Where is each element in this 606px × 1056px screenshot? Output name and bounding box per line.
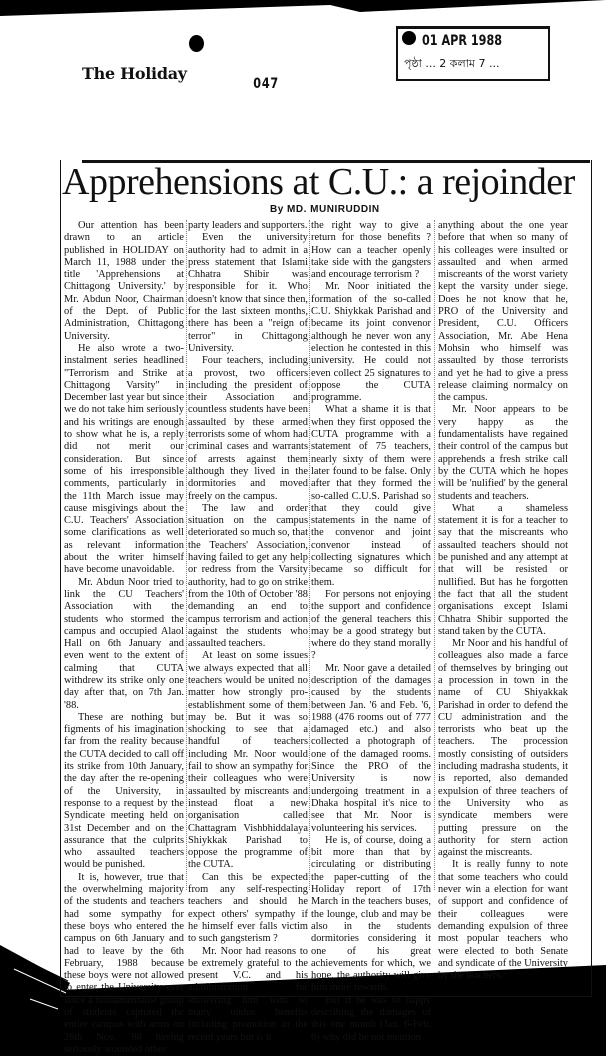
article-paragraph: Our attention has been drawn to an article published in HOLIDAY on March 11, 1988 under the title 'Apprehensions at Chittagong University.' by Mr. Abdun Noor, Chairman of the Dept. of Public Administration, Chittagong University. <box>64 220 184 342</box>
article-paragraph: It is, however, true that the overwhelming majority of the students and teachers had some sympathy for these boys who entered the campus on 6th January and had to leave by the 6th February, 1988 because these boys were not allowed to enter the University ever since a fundamentalist group of students captured the entire campus with arms on 26th Nov. '88 having seriously wounded other <box>64 871 184 1055</box>
article-paragraph: But if he was so happy describing the damages of this one month (Jan. 6-Feb. 6) why did he not mention <box>311 994 431 1043</box>
stamp-page-column: পৃষ্ঠা ... 2 কলাম 7 ... <box>404 57 500 70</box>
article-paragraph: the right way to give a return for those benefits ? How can a teacher openly take side with the gangsters and encourage terrorism ? <box>311 220 431 281</box>
article-paragraph: anything about the one year before that when so many of his colleages were insulted or assaulted and when armed miscreants of the worst variety kept the varsity under siege. Does he not know that he, PRO of the University and President, C.U. Officers Association, Mr. Abe Hena Mohsin who himself was assaulted by those terrorists and yet he had to give a press release claiming normalcy on the campus. <box>438 220 568 404</box>
article-paragraph: Can this be expected from any self-respecting teachers and should he expect others' sympathy if he himself ever falls victim to such gangsterism ? <box>188 871 308 945</box>
page-number: 047 <box>253 76 280 92</box>
publication-name: The Holiday <box>82 64 187 83</box>
article-paragraph: For persons not enjoying the support and confidence of the general teachers this may be a good strategy but where do they stand morally ? <box>311 588 431 662</box>
article-paragraph: He is, of course, doing a bit more than that by circulating or distributing the paper-cutting of the Holiday report of 17th March in the teachers buses, the lounge, club and may be also in the students dormitories considering it one of his great achievements for which, we hope, the authority will give him more rewards. <box>311 834 431 994</box>
article-paragraph: At least on some issues we always expected that all teachers would be united no matter how strongly pro-establishment some of them may be. But it was so shocking to see that a handful of teachers including Mr. Noor would fail to show an sympathy for their colleagues who were assaulted by miscreants and instead float a new organisation called Chattagram Vishbhiddalaya Shiykkak Parishad to oppose the programme of the CUTA. <box>188 650 308 871</box>
article-column-4 <box>438 220 568 982</box>
article-paragraph: Mr Noor and his handful of colleagues also made a farce of themselves by bringing out a procession in town in the name of CU Shiyakkak Parishad in order to defend the CU administration and the terrorists who beat up the teachers. The procession mostly consisting of outsiders including madrasha students, it is reported, also demanded expulsion of three teachers of the University who as syndicate members were putting pressure on the authority for stern action against the miscreants. <box>438 638 568 859</box>
article-paragraph: party leaders and supporters. <box>188 220 308 231</box>
article-paragraph: He also wrote a two-instalment series headlined "Terrorism and Strike at Chittagong Varsity" in December last year but since we do not take him seriously and his writings are enough to show what he is, a reply did not merit our consideration. But since some of his irresponsible comments, particularly in the 11th March issue may cause misgivings about the C.U. Teachers' Association some clarifications as well as relevant information about the writer himself have become unavoidable. <box>64 342 185 576</box>
article-paragraph: Mr. Noor had reasons to be extremely grateful to the present V.C. and his administration for showering him with so many undue benefits including promotion in the recent years but is it <box>188 945 308 1043</box>
article-paragraph: Four teachers, including a provost, two officers including the president of their Association and countless students have been assaulted by these armed terrorists some of whom had criminal cases and warrants of arrests against them although they lived in the dormitories and moved freely on the campus. <box>188 355 308 502</box>
article-paragraph: The law and order situation on the campus deteriorated so much so, that the Teachers' Association, having failed to get any help or redress from the Varsity authority, had to go on strike from the 10th of October '88 demanding an end to campus terrorism and action against the students who assaulted teachers. <box>188 502 308 650</box>
punch-hole <box>189 35 204 52</box>
article-paragraph: Mr. Noor gave a detailed description of the damages caused by the students between Jan. '6 and Feb. '6, 1988 (476 rooms out of 777 damaged etc.) and also collected a photograph of one of the damaged rooms. Since the PRO of the University is now undergoing treatment in a Dhaka hospital it's nice to see that Mr. Noor is volunteering his services. <box>311 662 431 834</box>
article-paragraph: Mr. Abdun Noor tried to link the CU Teachers' Association with the students who stormed the campus and occupied Alaol Hall on 6th January and even went to the extent of calming that CUTA withdrew its strike only one day after that, on 7th Jan. '88. <box>64 576 184 711</box>
article-byline: By MD. MUNIRUDDIN <box>270 204 380 215</box>
article-column-3 <box>311 220 431 1044</box>
date-stamp <box>396 26 550 81</box>
article-paragraph: Mr. Noor appears to be very happy as the fundamentalists have regained their control of the campus but apprehends a fresh strike call by the CUTA which he hopes will be 'nulified' by the general students and teachers. <box>438 404 568 502</box>
article-paragraph: Even the university authority had to admit in a press statement that Islami Chhatra Shibir was responsible for it. Who doesn't know that since then, for the last sixteen months, there has been a "reign of terror" in Chittagong University. <box>188 232 308 354</box>
article-paragraph: What a shameless statement it is for a teacher to say that the miscreants who assaulted teachers should not be punished and any attempt at that will be resisted or nullified. But has he forgotten the fact that all the student organisations except Islami Chhatra Shibir supported the stand taken by the CUTA. <box>438 502 568 637</box>
article-paragraph: It is really funny to note that some teachers who could never win a election for want of support and confidence of their colleagues were demanding expulsion of three most popular teachers who were elected to both Senate and syndicate of the University by the teachers. <box>438 859 568 982</box>
article-paragraph: What a shame it is that when they first opposed the CUTA programme with a statement of 75 teachers, nearly sixty of them were later found to be false. Only after that they formed the so-called C.U.S. Parishad so that they could give statements in the name of the convenor and joint convenor instead of collecting signatures which became so difficult for them. <box>311 404 431 588</box>
article-headline: Apprehensions at C.U.: a rejoinder <box>62 161 575 203</box>
article-paragraph: These are nothing but figments of his imagination far from the reality because the CUTA decided to call off its strike from 10th January, the day after the re-opening of the University, in response to a request by the Syndicate meeting held on 31st December and on the assurance that the culprits who assaulted teachers would be punished. <box>64 711 184 871</box>
article-column-2 <box>188 220 308 1044</box>
column-divider <box>434 220 436 890</box>
stamp-date: 01 APR 1988 <box>422 33 503 49</box>
article-paragraph: Mr. Noor initiated the formation of the so-called C.U. Shiykkak Parishad and became its joint convenor although he never won any election he contested in this university. He could not even collect 25 signatures to oppose the CUTA programme. <box>311 281 431 404</box>
article-column-1 <box>64 220 184 1056</box>
stamp-punch-hole <box>402 31 416 45</box>
